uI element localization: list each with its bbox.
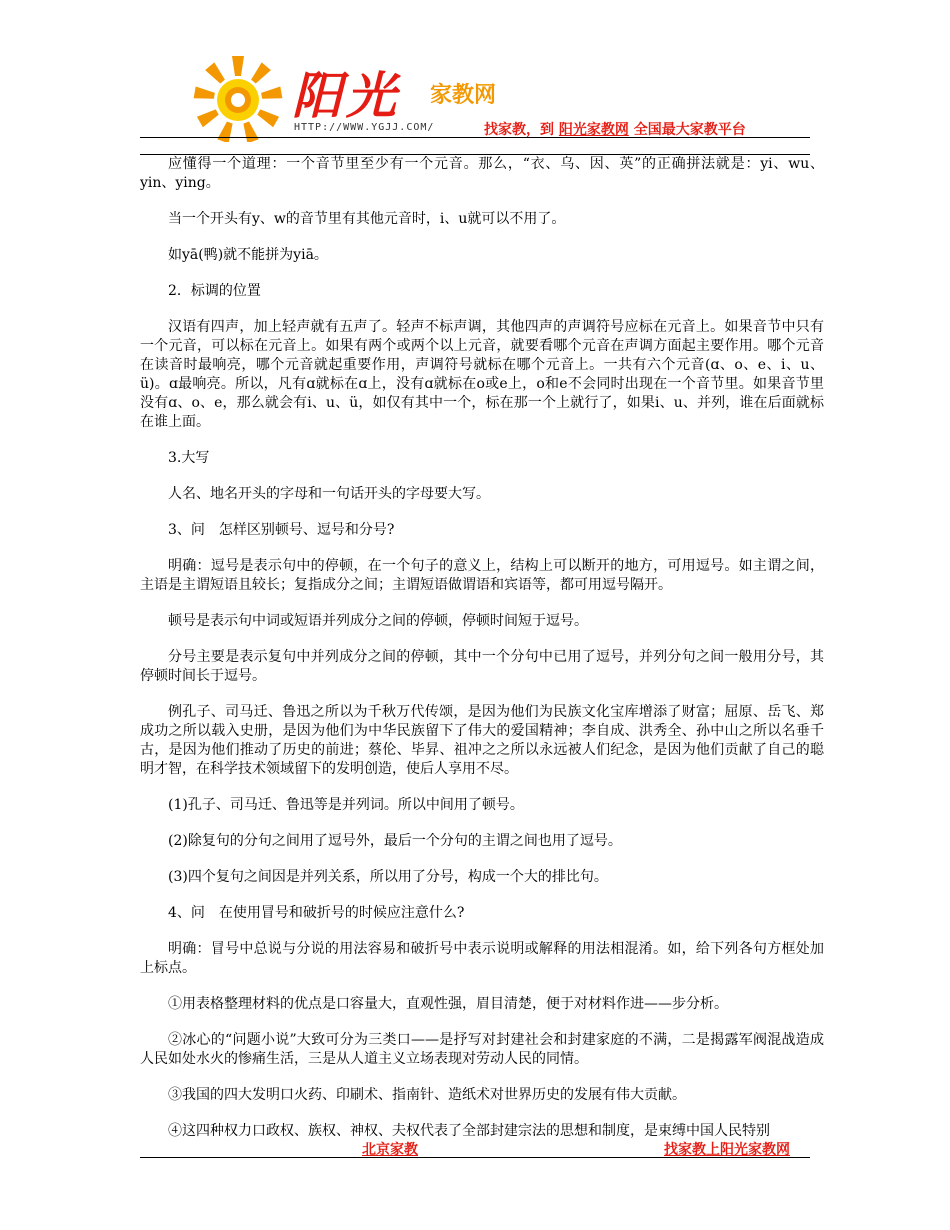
slogan-link[interactable]: 阳光家教网 xyxy=(558,122,629,138)
exercise-item: ②冰心的“问题小说”大致可分为三类口——是抒写对封建社会和封建家庭的不满，二是揭露军阀混战造成人民如处水火的惨痛生活，三是从人道主义立场表现对劳动人民的同情。 xyxy=(140,1032,824,1067)
footer-link-find-tutor[interactable]: 找家教上阳光家教网 xyxy=(664,1142,790,1158)
paragraph: 分号主要是表示复句中并列成分之间的停顿，其中一个分句中已用了逗号，并列分句之间一般用分号，其停顿时间长于逗号。 xyxy=(140,649,824,684)
slogan-prefix: 找家教，到 xyxy=(484,122,559,138)
paragraph: 如yā(鸭)就不能拼为yiā。 xyxy=(168,247,328,263)
paragraph: 顿号是表示句中词或短语并列成分之间的停顿，停顿时间短于逗号。 xyxy=(168,613,588,629)
footer-divider xyxy=(140,1157,810,1158)
section-heading: 2．标调的位置 xyxy=(168,283,261,299)
paragraph: 汉语有四声，加上轻声就有五声了。轻声不标声调，其他四声的声调符号应标在元音上。如果音节中只有一个元音，可以标在元音上。如果有两个或两个以上元音，就要看哪个元音在声调方面起主要作用。哪个元音在读音时最响亮，哪个元音就起重要作用，声调符号就标在哪个元音上。一共有六个元音(ɑ、o、e、i、u、ü)。ɑ最响亮。所以，凡有ɑ就标在ɑ上，没有ɑ就标在o或e上，o和e不会同时出现在一个音节里。如果音节里没有ɑ、o、e，那么就会有i、u、ü，如仅有其中一个，标在那一个上就行了，如果i、u、并列，谁在后面就标在谁上面。 xyxy=(140,319,824,430)
paragraph: 人名、地名开头的字母和一句话开头的字母要大写。 xyxy=(168,486,490,502)
slogan-suffix: 全国最大家教平台 xyxy=(628,122,746,138)
footer-link-beijing-tutor[interactable]: 北京家教 xyxy=(362,1142,418,1158)
list-item: (3)四个复句之间因是并列关系，所以用了分号，构成一个大的排比句。 xyxy=(168,869,608,885)
list-item: (2)除复句的分句之间用了逗号外，最后一个分句的主谓之间也用了逗号。 xyxy=(168,833,622,849)
question-heading: 4、问 在使用冒号和破折号的时候应注意什么? xyxy=(168,905,465,921)
sun-logo-icon xyxy=(192,50,284,142)
document-body xyxy=(140,155,824,1158)
paragraph: 当一个开头有y、w的音节里有其他元音时，i、u就可以不用了。 xyxy=(168,211,566,227)
question-heading: 3、问 怎样区别顿号、逗号和分号? xyxy=(168,522,395,538)
header-slogan xyxy=(484,119,746,139)
paragraph: 明确：逗号是表示句中的停顿，在一个句子的意义上，结构上可以断开的地方，可用逗号。如主谓之间，主语是主谓短语且较长；复指成分之间；主谓短语做谓语和宾语等，都可用逗号隔开。 xyxy=(140,558,824,593)
exercise-item: ③我国的四大发明口火药、印刷术、指南针、造纸术对世界历史的发展有伟大贡献。 xyxy=(168,1087,686,1103)
paragraph: 例孔子、司马迁、鲁迅之所以为千秋万代传颂，是因为他们为民族文化宝库增添了财富；屈原、岳飞、郑成功之所以载入史册，是因为他们为中华民族留下了伟大的爱国精神；李自成、洪秀全、孙中山之所以名垂千古，是因为他们推动了历史的前进；蔡伦、毕昇、祖冲之之所以永远被人们纪念，是因为他们贡献了自己的聪明才智，在科学技术领域留下的发明创造，使后人享用不尽。 xyxy=(140,704,824,777)
logo-subtitle: 家教网 xyxy=(430,83,497,108)
list-item: (1)孔子、司马迁、鲁迅等是并列词。所以中间用了顿号。 xyxy=(168,797,524,813)
logo-url: HTTP://WWW.YGJJ.COM/ xyxy=(294,122,435,133)
paragraph: 明确：冒号中总说与分说的用法容易和破折号中表示说明或解释的用法相混淆。如，给下列各句方框处加上标点。 xyxy=(140,941,824,976)
exercise-item: ①用表格整理材料的优点是口容量大，直观性强，眉目清楚，便于对材料作进——步分析。 xyxy=(168,996,728,1012)
header-divider xyxy=(140,137,810,138)
paragraph: 应懂得一个道理：一个音节里至少有一个元音。那么，“衣、乌、因、英”的正确拼法就是：yi、wu、yin、ying。 xyxy=(140,156,824,191)
section-heading: 3.大写 xyxy=(168,450,210,466)
logo-title: 阳光 xyxy=(292,67,400,125)
exercise-item: ④这四种权力口政权、族权、神权、夫权代表了全部封建宗法的思想和制度，是束缚中国人民特别 xyxy=(168,1123,770,1139)
